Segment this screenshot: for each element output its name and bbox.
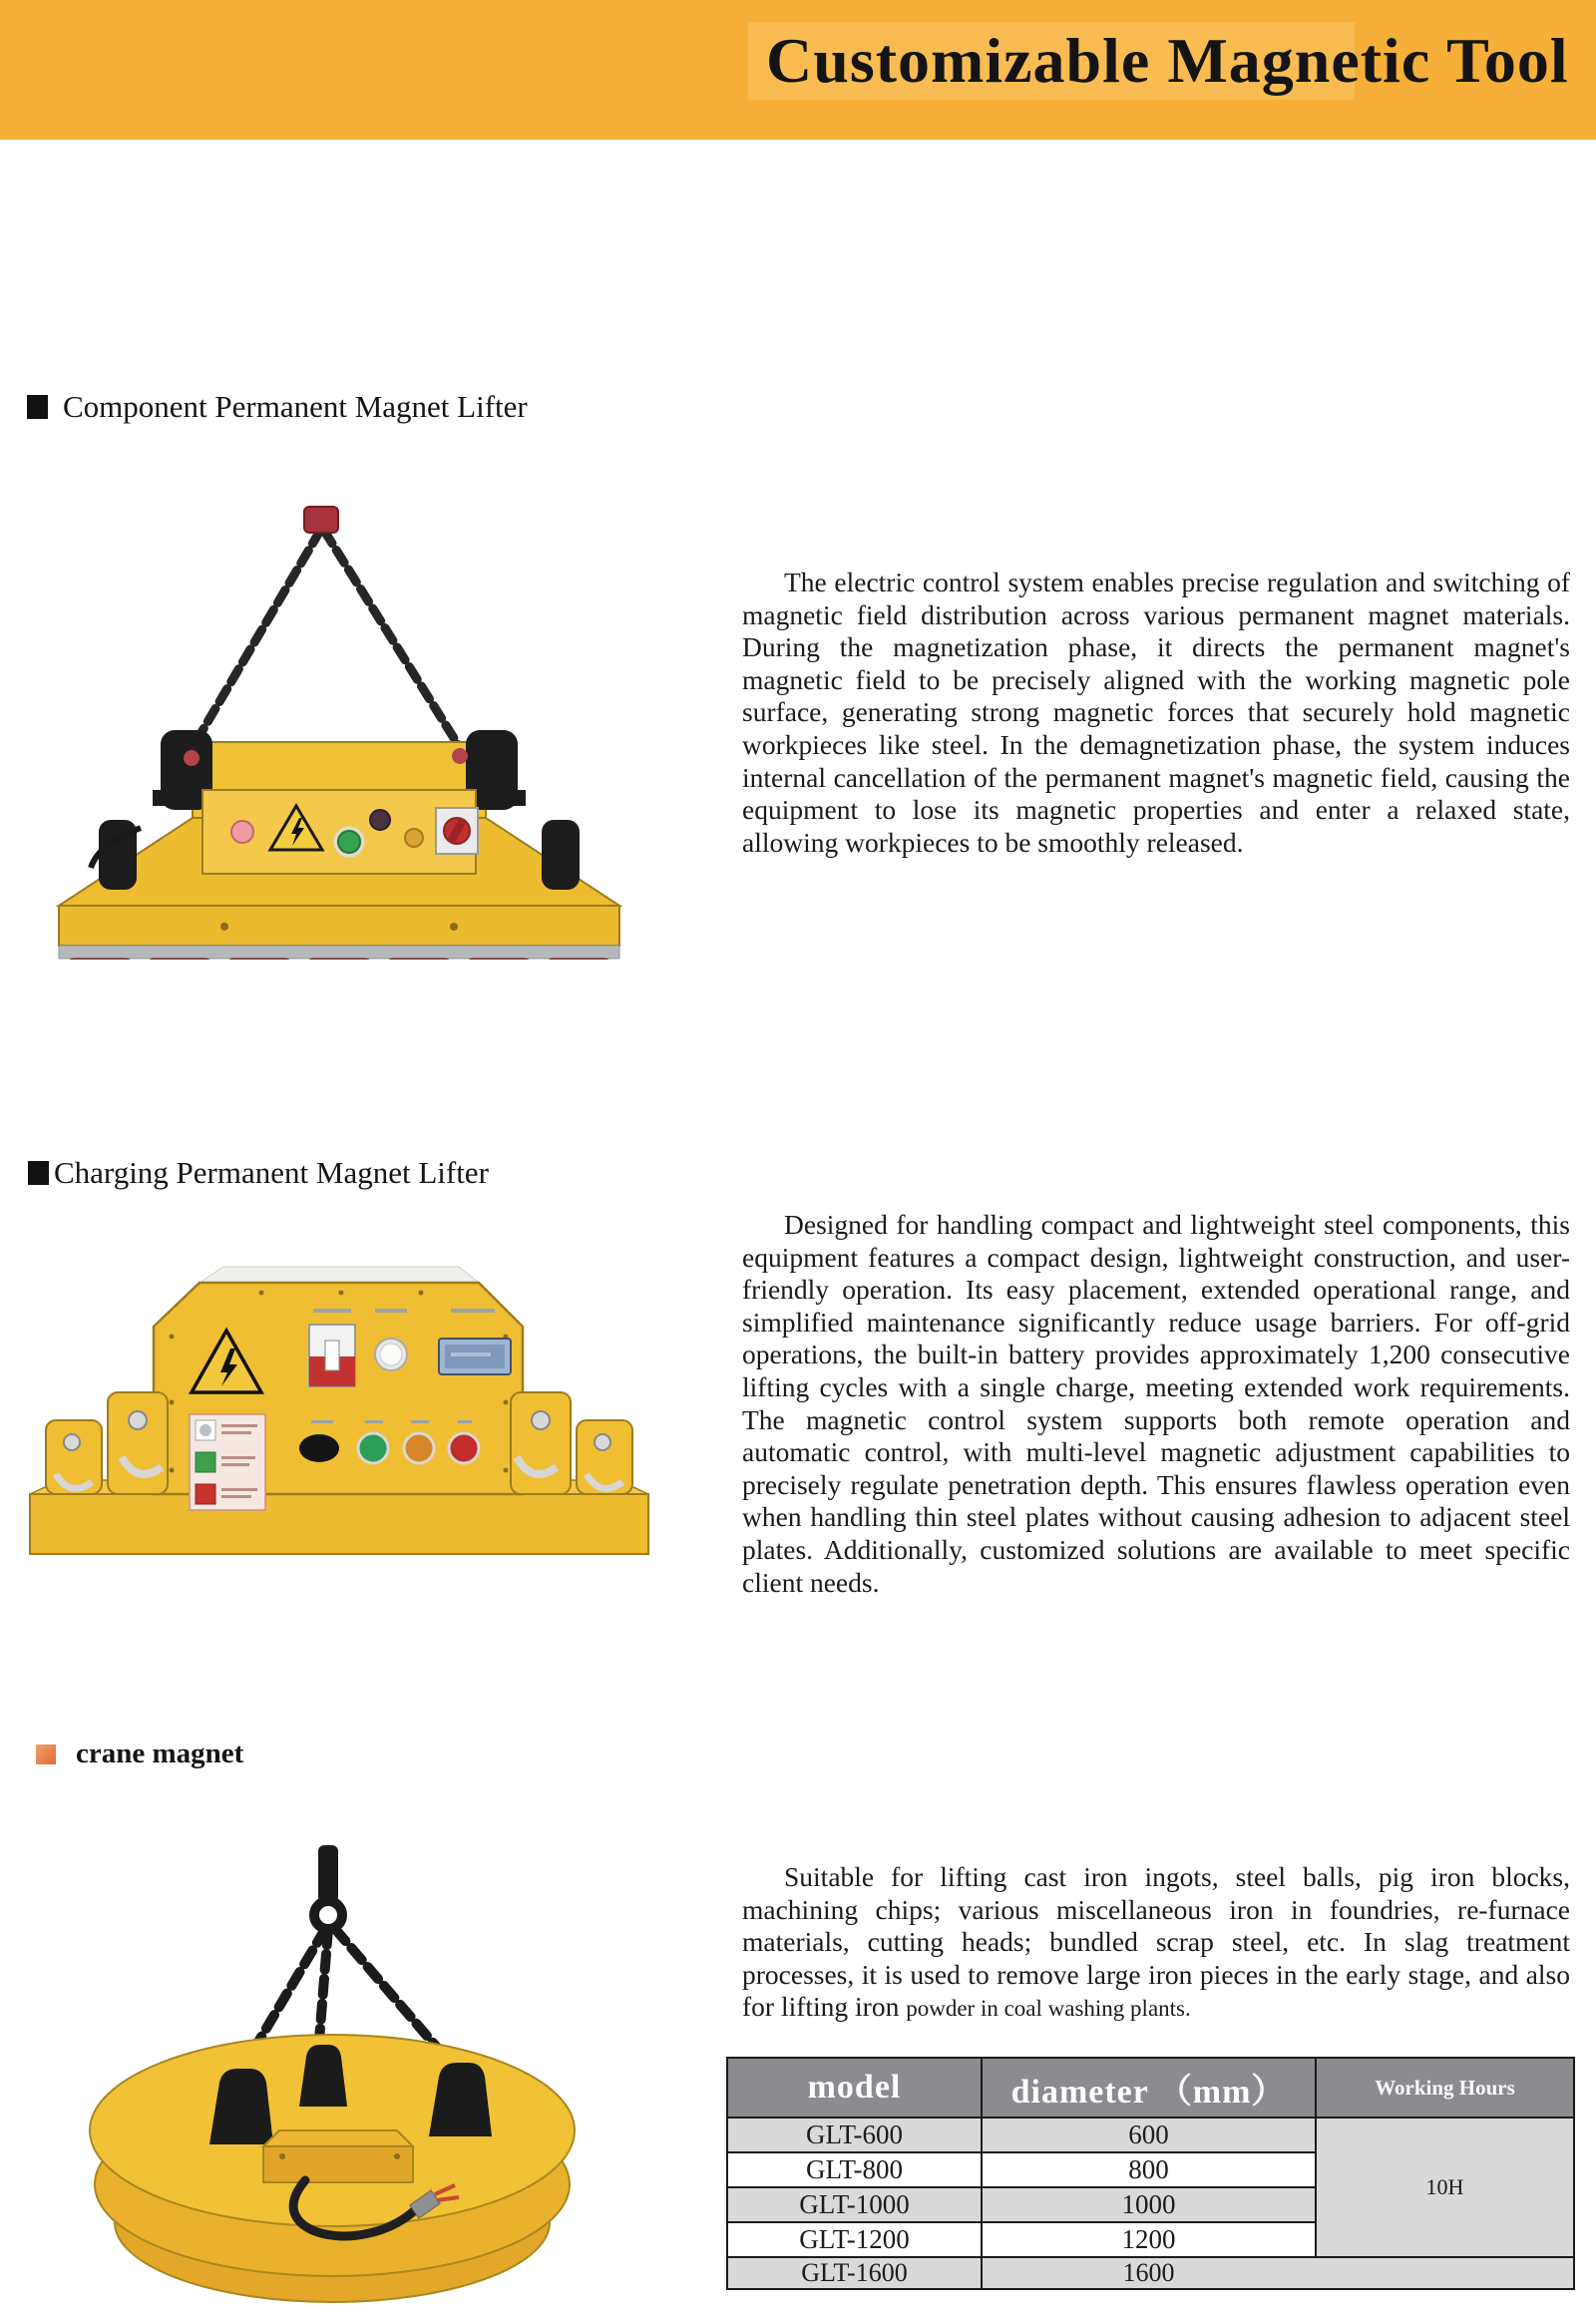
cell-diameter: 1000	[982, 2187, 1316, 2222]
black-square-bullet-icon	[28, 1161, 49, 1185]
header-model: model	[727, 2058, 982, 2118]
hanger-bar	[318, 1845, 338, 1903]
section-heading-crane-magnet	[36, 1737, 243, 1770]
digital-display-icon	[439, 1339, 511, 1374]
safety-sticker	[190, 1414, 265, 1510]
header-band	[0, 0, 1596, 140]
junction-box	[263, 2130, 413, 2182]
product-photo-charging-lifter	[12, 1253, 665, 1587]
chain-right	[324, 531, 464, 754]
red-rotary-switch-icon	[436, 808, 478, 854]
section-heading-charging	[28, 1155, 489, 1191]
black-square-bullet-icon	[27, 395, 48, 419]
socket-icon	[299, 1434, 339, 1462]
circuit-breaker-icon	[309, 1325, 355, 1386]
green-button-icon	[358, 1433, 388, 1463]
cell-model: GLT-1200	[727, 2222, 982, 2257]
table-header-row	[727, 2058, 1574, 2118]
pink-button-icon	[231, 821, 253, 843]
cell-model: GLT-800	[727, 2152, 982, 2187]
dark-knob-icon	[370, 810, 390, 830]
red-shackle-icon	[304, 507, 338, 533]
right-shackle-lugs	[511, 1392, 632, 1494]
left-shackle-lugs	[46, 1392, 168, 1494]
cell-diameter: 1600	[982, 2257, 1574, 2289]
orange-button-icon	[404, 1433, 434, 1463]
section-heading-component	[27, 389, 528, 425]
paragraph-small-text: powder in coal washing plants.	[906, 1996, 1191, 2022]
paragraph-component-lifter: The electric control system enables precise regulation and switching of magnetic field distribution across various permanent magnet materials. During the magnetization phase, it directs the permanent magnet's magnetic field to be precisely aligned with the working magnetic pole surface, generating strong magnetic forces that securely hold magnetic workpieces like steel. In the demagnetization phase, the system induces internal cancellation of the permanent magnet's magnetic field, causing the equipment to lose its magnetic properties and enter a relaxed state, allowing workpieces to be smoothly released.	[742, 567, 1570, 858]
page-title: Customizable Magnetic Tool	[766, 25, 1569, 96]
paragraph-main-text: Suitable for lifting cast iron ingots, steel balls, pig iron blocks, machining chips; various miscellaneous iron in foundries, re-furnace materials, cutting heads; bundled scrap steel, etc. In slag treatment processes, it is used to remove large iron pieces in the early stage, and also for lifting iron	[742, 1861, 1570, 2023]
spec-table	[726, 2057, 1575, 2290]
amber-indicator-icon	[405, 829, 423, 847]
green-button-icon	[338, 831, 360, 853]
orange-square-bullet-icon	[36, 1744, 56, 1764]
header-diameter: diameter （mm）	[982, 2058, 1316, 2118]
cell-diameter: 600	[982, 2118, 1316, 2152]
section-heading-label: crane magnet	[76, 1737, 244, 1769]
paragraph-crane-magnet	[742, 1861, 1570, 2026]
table-row	[727, 2257, 1574, 2289]
cell-model: GLT-600	[727, 2118, 982, 2152]
cell-diameter: 800	[982, 2152, 1316, 2187]
steel-strip	[59, 946, 619, 959]
cell-model: GLT-1000	[727, 2187, 982, 2222]
product-photo-permanent-magnet-lifter	[45, 491, 633, 960]
header-working-hours: Working Hours	[1316, 2058, 1574, 2118]
cell-diameter: 1200	[982, 2222, 1316, 2257]
section-heading-label: Component Permanent Magnet Lifter	[63, 389, 528, 424]
red-button-icon	[449, 1433, 479, 1463]
product-photo-crane-magnet	[68, 1845, 597, 2309]
chain-left	[188, 531, 320, 756]
cell-working-hours: 10H	[1316, 2118, 1574, 2257]
section-heading-label: Charging Permanent Magnet Lifter	[54, 1155, 489, 1190]
paragraph-charging-lifter: Designed for handling compact and lightweight steel components, this equipment features a compact design, lightweight construction, and user-friendly operation. Its easy placement, extended operational range, and simplified maintenance significantly reduce usage barriers. For off-grid operations, the built-in battery provides approximately 1,200 consecutive lifting cycles with a single charge, meeting extended work requirements. The magnetic control system supports both remote operation and automatic control, with multi-level magnetic adjustment capabilities to precisely regulate penetration depth. This ensures flawless operation even when handling thin steel plates without causing adhesion to adjacent steel plates. Additionally, customized solutions are available to meet specific client needs.	[742, 1209, 1570, 1598]
spec-table-wrapper	[726, 2057, 1575, 2290]
cell-model: GLT-1600	[727, 2257, 982, 2289]
white-button-icon	[380, 1344, 402, 1365]
table-row	[727, 2118, 1574, 2152]
